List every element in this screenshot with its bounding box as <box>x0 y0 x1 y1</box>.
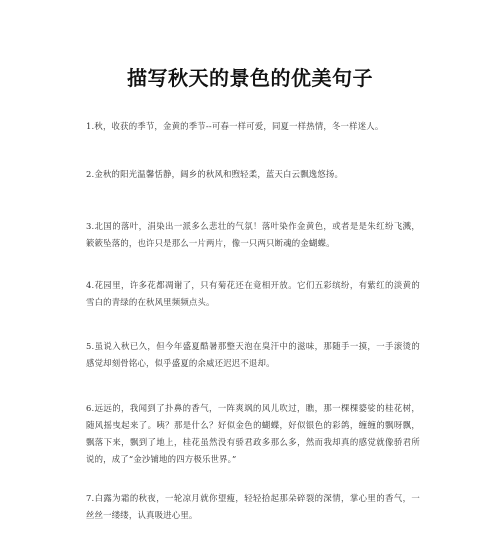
paragraph-1: 1.秋，收获的季节，金黄的季节--可春一样可爱，同夏一样热情，冬一样迷人。 <box>86 121 384 131</box>
paragraph-5: 5.虽说入秋已久，但今年盛夏酷暑那整天泡在臭汗中的滋味，那随手一摸，一手滚烫的感觉却刻骨铭心，似乎盛夏的余威还迟迟不退却。 <box>86 341 420 368</box>
page-title: 描写秋天的景色的优美句子 <box>127 66 373 90</box>
paragraph-4: 4.花园里，许多花都凋谢了，只有菊花还在竟相开放。它们五彩缤纷，有紫红的淡黄的雪白的青绿的在秋风里频频点头。 <box>86 280 420 307</box>
paragraph-6: 6.远远的，我闻到了扑鼻的香气，一阵爽飒的风儿吹过，瞧，那一棵棵婆娑的桂花树，随风摇曳起来了。咦？那是什么？好似金色的蝴蝶，好似银色的彩鸽，缠缠的飘呀飘，飘落下来，飘到了地上，桂花虽然没有骄君政多那么多，然而我却真的感觉就像骄君所说的，成了“金沙铺地的四方极乐世界。” <box>86 403 420 464</box>
paragraph-2: 2.金秋的阳光温馨恬静，阔乡的秋风和煦轻柔，蓝天白云飘逸悠扬。 <box>86 169 344 179</box>
paragraph-3: 3.北国的落叶，涓染出一派多么悲壮的气氛！落叶染作金黄色，或者是是朱红纷飞溅，簌簌坠落的，也许只是那么一片两片，像一只两只断魂的金蝴蝶。 <box>86 221 420 248</box>
paragraph-7: 7.白露为霜的秋夜，一轮凉月就你望瘦，轻轻拾起那朵碎裂的深情，掌心里的香气，一丝丝一缕缕，认真吸进心里。 <box>86 493 420 520</box>
